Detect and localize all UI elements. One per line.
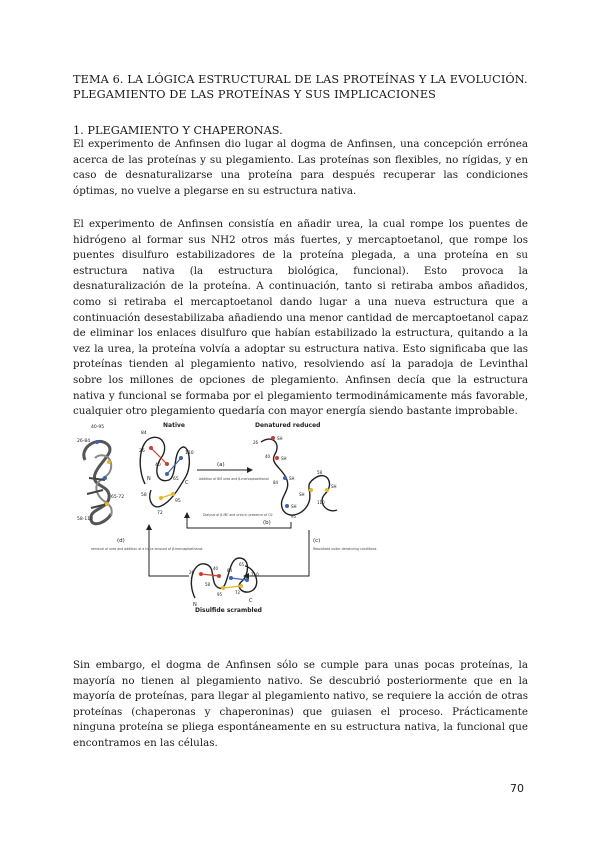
step-c-note: Reoxidized under denaturing conditions <box>313 547 377 551</box>
den-res-110: 110 <box>317 500 325 505</box>
ribbon-structure <box>77 424 124 524</box>
native-c-terminus: C <box>185 480 189 486</box>
den-res-84: 84 <box>273 480 279 485</box>
native-res-65: 65 <box>173 477 179 482</box>
page-number: 70 <box>510 782 524 795</box>
native-label: Native <box>163 422 185 429</box>
step-a-arrow <box>197 462 269 481</box>
den-res-40: 40 <box>265 454 271 459</box>
scr-n-terminus: N <box>193 602 197 608</box>
step-d-label: (d) <box>117 538 125 544</box>
step-a-note: Addition of 8M urea and β-mercaptoethanol <box>199 477 269 481</box>
anfinsen-experiment-figure <box>77 418 377 614</box>
den-res-95: 95 <box>291 514 297 519</box>
scr-c-terminus: C <box>249 598 253 604</box>
native-res-110: 110 <box>185 451 194 456</box>
native-res-40: 40 <box>155 463 161 468</box>
native-res-26: 26 <box>139 449 145 454</box>
step-b-arrow <box>184 512 291 528</box>
scr-res-110: 110 <box>251 572 259 577</box>
native-res-72: 72 <box>157 511 163 516</box>
step-d-note: removal of urea and addition of a trace amount of β-mercaptoethanol <box>91 547 203 551</box>
den-sh-3: SH <box>289 476 295 481</box>
scr-res-95: 95 <box>217 592 223 597</box>
scrambled-chain <box>189 558 262 614</box>
paragraph-intro: El experimento de Anfinsen dio lugar al dogma de Anfinsen, una concepción errónea acerca de las proteínas y su plegamiento. Las proteínas son flexibles, no rígidas, y en caso de desnaturalizarse una proteína para después recuperar las condiciones óptimas, no vuelve a plegarse en su estructura nativa. <box>73 138 528 197</box>
step-d-arrow <box>91 524 203 576</box>
section-heading: 1. PLEGAMIENTO Y CHAPERONAS. <box>73 124 283 137</box>
scrambled-label: Disulfide scrambled <box>195 607 262 614</box>
native-res-58: 58 <box>141 493 147 498</box>
den-res-58: 58 <box>317 470 323 475</box>
den-sh-4: SH <box>291 504 297 509</box>
step-c-arrow <box>243 530 377 579</box>
paragraph-anfinsen-experiment: El experimento de Anfinsen consistía en añadir urea, la cual rompe los puentes de hidrógeno al formar sus NH2 otros más fuertes, y mercaptoetanol, que rompe los puentes disulfuro estabilizadores de la proteína plegada, a una proteína en su estructura nativa (la estructura biológica, funcional). Esto provoca la desnaturalización de la proteína. A continuación, tanto si retiraba ambos añadidos, como si retiraba el mercaptoetanol dando lugar a una nueva estructura que a continuación desestabilizaba añadiendo una menor cantidad de mercaptoetanol capaz de eliminar los enlaces disulfuro que habían estabilizado la estructura, quitando a la vez la urea, la proteína volvía a adoptar su estructura nativa. Esto significaba que las proteínas tienden al plegamiento nativo, resolviendo así la paradoja de Levinthal sobre los millones de opciones de plegamiento. Anfinsen decía que la estructura nativa y funcional se formaba por el plegamiento termodinámicamente más favorable, cualquier otro plegamiento quedaría con mayor energía siendo bastante improbable. <box>73 218 528 418</box>
scr-res-84: 84 <box>227 568 233 573</box>
scr-res-58: 58 <box>205 582 211 587</box>
den-sh-5: SH <box>299 492 305 497</box>
scr-res-40: 40 <box>213 566 219 571</box>
figure-diagram <box>77 418 377 614</box>
den-sh-2: SH <box>281 456 287 461</box>
ribbon-label-26-84: 26-84 <box>77 439 91 444</box>
den-res-26: 26 <box>253 440 259 445</box>
native-chain <box>139 422 194 516</box>
paragraph-chaperones: Sin embargo, el dogma de Anfinsen sólo se cumple para unas pocas proteínas, la mayoría no tienen al plegamiento nativo. Se descubrió posteriormente que en la mayoría de proteínas, para llegar al plegamiento nativo, se requiere la acción de otras proteínas (chaperonas y chaperoninas) que guiasen el proceso. Prácticamente ninguna proteína se pliega espontáneamente en su estructura nativa, la funcional que encontramos en las células. <box>73 659 528 749</box>
native-res-95: 95 <box>175 499 181 504</box>
denatured-label: Denatured reduced <box>255 422 321 429</box>
denatured-chain <box>253 422 337 519</box>
step-b-label: (b) <box>263 520 271 526</box>
ribbon-label-58-110: 58-110 <box>77 517 93 522</box>
ribbon-label-65-72: 65-72 <box>111 495 125 500</box>
scr-res-65: 65 <box>239 562 245 567</box>
den-sh-1: SH <box>277 436 283 441</box>
scr-res-72: 72 <box>235 590 241 595</box>
chapter-title: TEMA 6. LA LÓGICA ESTRUCTURAL DE LAS PROTEÍNAS Y LA EVOLUCIÓN. PLEGAMIENTO DE LAS PROTEÍNAS Y SUS IMPLICACIONES <box>73 73 528 101</box>
step-a-label: (a) <box>217 462 225 468</box>
step-b-note: Dialysis of β-ME and urea in presence of O2 <box>203 513 273 517</box>
native-n-terminus: N <box>147 476 151 482</box>
native-res-84: 84 <box>141 431 147 436</box>
scr-res-26: 26 <box>189 570 195 575</box>
step-c-label: (c) <box>313 538 321 544</box>
ribbon-label-40-95: 40-95 <box>91 425 105 430</box>
den-sh-6: SH <box>331 484 337 489</box>
